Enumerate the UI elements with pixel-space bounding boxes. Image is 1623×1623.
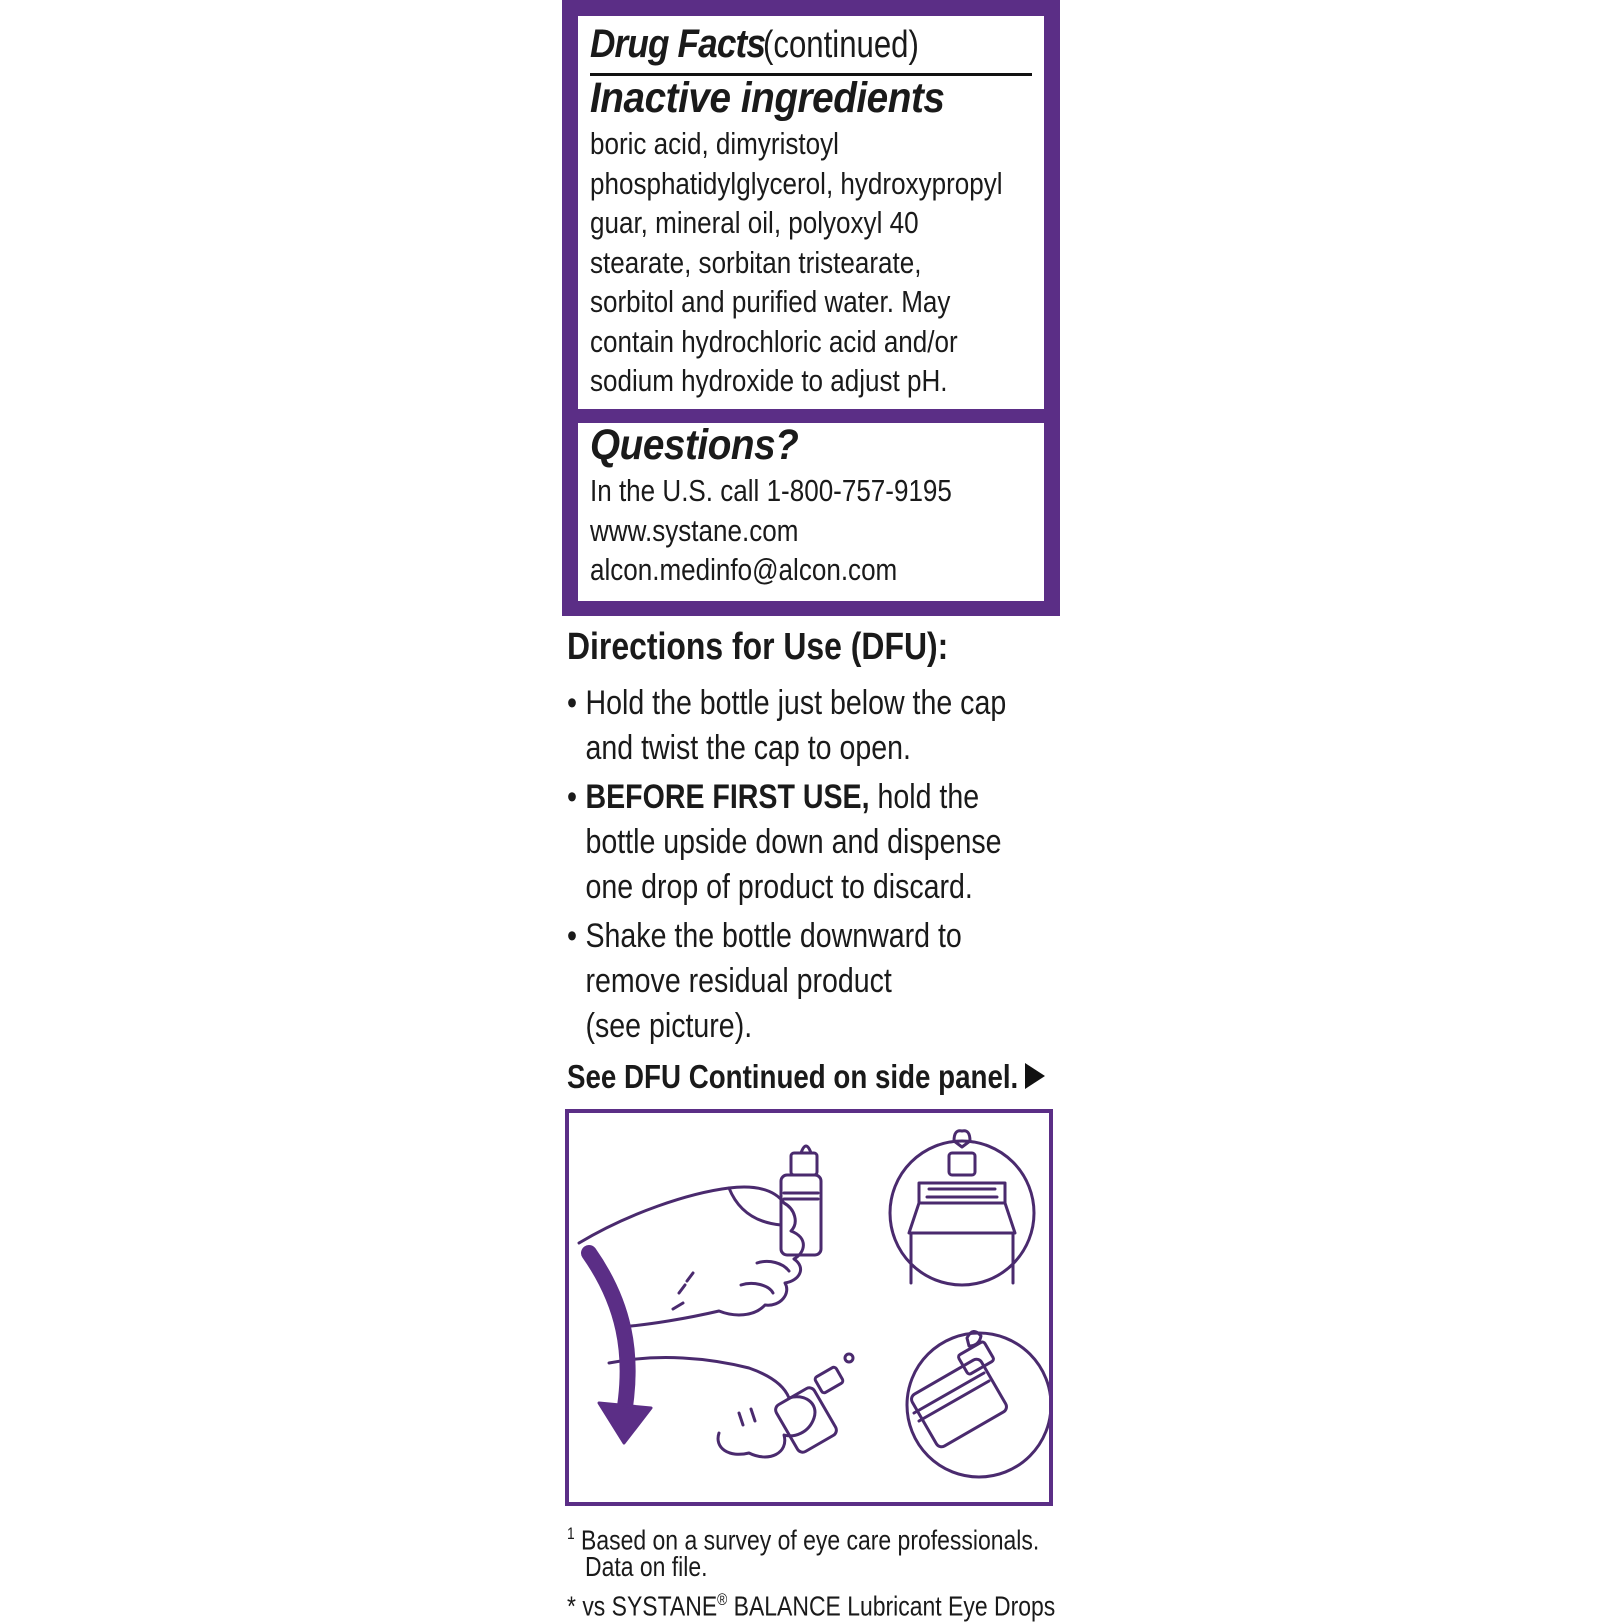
questions-phone: In the U.S. call 1-800-757-9195 <box>590 473 952 508</box>
illustration-svg <box>569 1113 1049 1502</box>
bullet-dot: • <box>567 684 578 722</box>
inactive-line: sorbitol and purified water. May <box>590 284 951 319</box>
questions-heading: Questions? <box>590 421 799 469</box>
bullet-line: hold the <box>869 778 980 816</box>
questions-website: www.systane.com <box>590 512 799 548</box>
inactive-line: boric acid, dimyristoyl <box>590 126 839 161</box>
inactive-ingredients-heading: Inactive ingredients <box>590 74 945 122</box>
footnote-2-marker: * <box>567 1590 576 1622</box>
direction-bullet-3 <box>567 914 962 1049</box>
footnote-1-marker: 1 <box>567 1524 575 1543</box>
drug-facts-continued: (continued) <box>763 24 920 66</box>
bullet-line: and twist the cap to open. <box>585 729 911 767</box>
registered-mark: ® <box>717 1590 728 1609</box>
bullet-bold: BEFORE FIRST USE, <box>585 778 870 816</box>
footnote-1-line-2: Data on file. <box>585 1551 708 1582</box>
inactive-ingredients-text <box>590 124 1003 401</box>
dfu-illustration <box>565 1109 1053 1506</box>
questions-box <box>578 423 1044 601</box>
inactive-ingredients-box <box>578 16 1044 409</box>
bullet-line: bottle upside down and dispense <box>585 823 1002 861</box>
footnote-1-line-1: Based on a survey of eye care professionals. <box>581 1524 1040 1556</box>
footnote-2 <box>567 1584 1055 1622</box>
drug-facts-title-line <box>590 22 954 67</box>
bottle-drop-closeup-icon <box>907 1331 1049 1477</box>
bottle-cap-closeup-icon <box>890 1131 1034 1285</box>
footnote-2-text-pre: vs SYSTANE <box>582 1590 718 1622</box>
hand-holding-tilted-bottle-icon <box>609 1354 853 1457</box>
inactive-line: contain hydrochloric acid and/or <box>590 323 958 359</box>
play-arrow-icon <box>1025 1063 1045 1089</box>
bullet-line: one drop of product to discard. <box>585 868 973 906</box>
direction-bullet-1 <box>567 681 1006 771</box>
bullet-dot: • <box>567 917 578 955</box>
bullet-line: remove residual product <box>585 962 892 1000</box>
inactive-line: phosphatidylglycerol, hydroxypropyl <box>590 165 1003 201</box>
inactive-line: guar, mineral oil, polyoxyl 40 <box>590 205 919 240</box>
direction-bullet-2 <box>567 775 1002 910</box>
bullet-line: (see picture). <box>585 1007 753 1045</box>
see-dfu-continued: See DFU Continued on side panel. <box>567 1058 1019 1095</box>
drug-facts-panel <box>562 0 1060 616</box>
bullet-line: Shake the bottle downward to <box>585 917 962 955</box>
questions-email: alcon.medinfo@alcon.com <box>590 552 898 587</box>
bullet-line: Hold the bottle just below the cap <box>585 684 1007 722</box>
questions-text <box>590 471 952 590</box>
bullet-dot: • <box>567 778 578 816</box>
footnote-2-text-post: BALANCE Lubricant Eye Drops <box>727 1590 1056 1622</box>
inactive-line: sodium hydroxide to adjust pH. <box>590 363 948 398</box>
directions-title: Directions for Use (DFU): <box>567 626 949 668</box>
drug-facts-title: Drug Facts <box>590 22 766 66</box>
inactive-line: stearate, sorbitan tristearate, <box>590 244 922 280</box>
shake-arrow-icon <box>589 1253 651 1443</box>
